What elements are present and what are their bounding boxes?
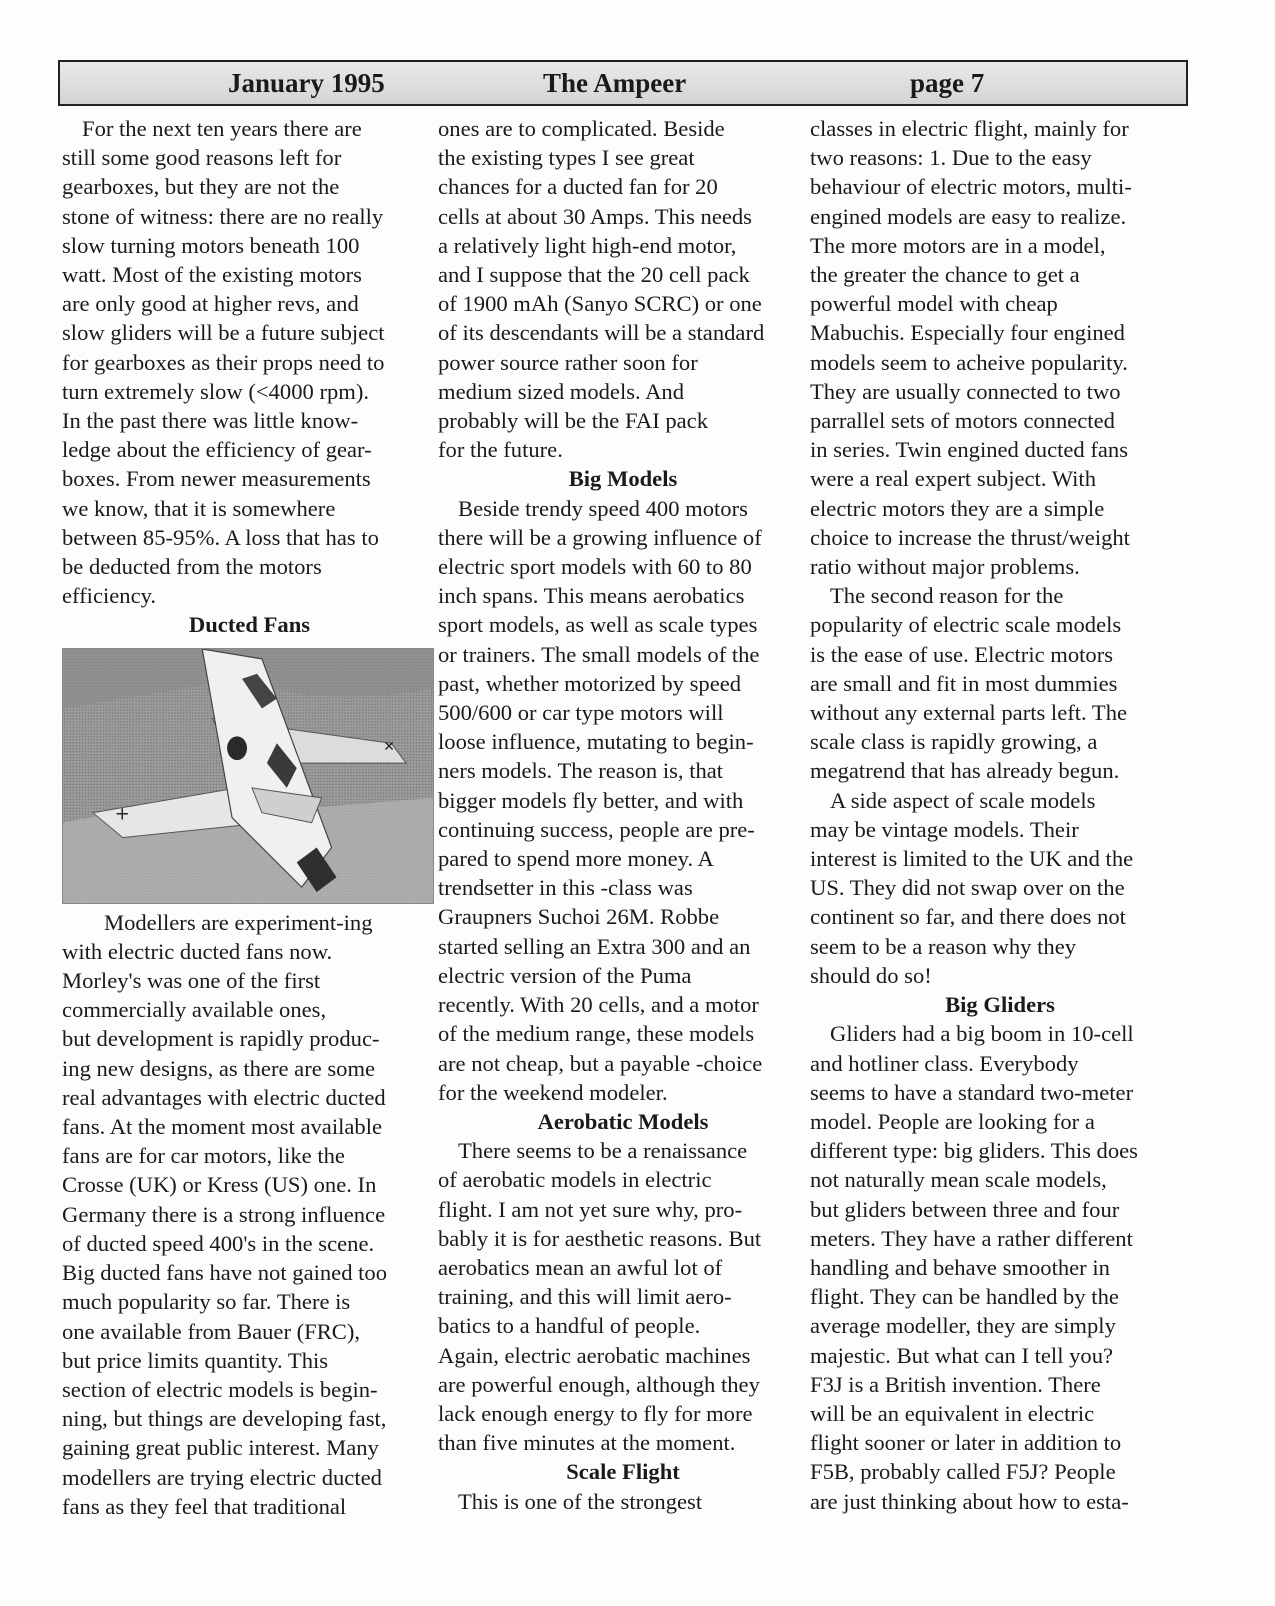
text-line: commercially available ones, [62, 997, 327, 1023]
heading-scale-flight: Scale Flight [566, 1459, 680, 1485]
text-line: of aerobatic models in electric [438, 1167, 712, 1193]
text-line: are not cheap, but a payable -choice [438, 1050, 763, 1076]
text-line: for gearboxes as their props need to [62, 349, 385, 375]
text-line: were a real expert subject. With [810, 466, 1096, 492]
text-line: boxes. From newer measurements [62, 466, 371, 492]
text-line: bigger models fly better, and with [438, 787, 744, 813]
text-line: flight sooner or later in addition to [810, 1430, 1122, 1456]
text-line: turn extremely slow (<4000 rpm). [62, 378, 370, 404]
text-line: engined models are easy to realize. [810, 203, 1127, 229]
text-line: will be an equivalent in electric [810, 1400, 1095, 1426]
text-line: continuing success, people are pre- [438, 816, 755, 842]
text-line: the existing types I see great [438, 145, 695, 171]
text-line: majestic. But what can I tell you? [810, 1342, 1114, 1368]
text-line: one available from Bauer (FRC), [62, 1318, 361, 1344]
text-line: handling and behave smoother in [810, 1254, 1110, 1280]
text-line: fans as they feel that traditional [62, 1493, 347, 1519]
text-line: Big ducted fans have not gained too [62, 1260, 388, 1286]
ducted-fan-model-photo [62, 648, 434, 904]
text-line: section of electric models is begin- [62, 1376, 378, 1402]
svg-text:✕: ✕ [383, 738, 395, 755]
text-line: flight. They can be handled by the [810, 1284, 1119, 1310]
text-line: are small and fit in most dummies [810, 670, 1118, 696]
text-line: still some good reasons left for [62, 145, 342, 171]
text-line: are only good at higher revs, and [62, 291, 359, 317]
text-line: are powerful enough, although they [438, 1371, 760, 1397]
text-line: Modellers are experiment-ing [104, 909, 373, 935]
text-line: bably it is for aesthetic reasons. But [438, 1225, 762, 1251]
text-line: slow turning motors beneath 100 [62, 232, 360, 258]
text-line: without any external parts left. The [810, 700, 1128, 726]
text-line: In the past there was little know- [62, 408, 359, 434]
text-line: Graupners Suchoi 26M. Robbe [438, 904, 720, 930]
text-line: Again, electric aerobatic machines [438, 1342, 751, 1368]
text-line: For the next ten years there are [82, 116, 362, 141]
text-line: cells at about 30 Amps. This needs [438, 203, 752, 229]
text-line: the greater the chance to get a [810, 262, 1080, 288]
text-line: average modeller, they are simply [810, 1313, 1116, 1339]
text-line: watt. Most of the existing motors [62, 262, 362, 288]
text-line: of 1900 mAh (Sanyo SCRC) or one [438, 291, 762, 317]
text-line: classes in electric flight, mainly for [810, 116, 1129, 141]
text-line: ners models. The reason is, that [438, 758, 724, 784]
text-line: modellers are trying electric ducted [62, 1464, 382, 1490]
paragraph-vintage-models [810, 786, 1190, 990]
page-header [58, 60, 1188, 106]
text-line: recently. With 20 cells, and a motor [438, 992, 759, 1018]
text-line: of ducted speed 400's in the scene. [62, 1230, 375, 1256]
paragraph-big-gliders [810, 1019, 1190, 1515]
text-line: choice to increase the thrust/weight [810, 524, 1130, 550]
text-line: medium sized models. And [438, 378, 684, 404]
text-line: real advantages with electric ducted [62, 1084, 386, 1110]
paragraph-gearboxes [62, 114, 437, 610]
text-line: meters. They have a rather different [810, 1225, 1133, 1251]
text-line: not naturally mean scale models, [810, 1167, 1107, 1193]
text-line: stone of witness: there are no really [62, 203, 384, 229]
text-line: flight. I am not yet sure why, pro- [438, 1196, 743, 1222]
text-line: seems to have a standard two-meter [810, 1079, 1134, 1105]
text-line: A side aspect of scale models [830, 787, 1096, 813]
paragraph-aerobatic-models [438, 1136, 808, 1457]
text-line: chances for a ducted fan for 20 [438, 174, 718, 200]
text-line: parrallel sets of motors connected [810, 408, 1115, 434]
text-line: for the weekend modeler. [438, 1079, 668, 1105]
text-line: The second reason for the [830, 583, 1064, 609]
text-line: ledge about the efficiency of gear- [62, 437, 372, 463]
newsletter-title: The Ampeer [543, 68, 687, 98]
text-line: but gliders between three and four [810, 1196, 1120, 1222]
column-1 [62, 114, 437, 1521]
text-line: but price limits quantity. This [62, 1347, 329, 1373]
text-line: are just thinking about how to esta- [810, 1488, 1129, 1514]
column-3 [810, 114, 1190, 1516]
text-line: fans. At the moment most available [62, 1114, 383, 1140]
heading-big-gliders: Big Gliders [945, 992, 1055, 1018]
text-line: 500/600 or car type motors will [438, 700, 724, 726]
text-line: model. People are looking for a [810, 1108, 1095, 1134]
text-line: The more motors are in a model, [810, 232, 1106, 258]
paragraph-ducted-fans-cont [438, 114, 808, 464]
text-line: a relatively light high-end motor, [438, 232, 737, 258]
text-line: sport models, as well as scale types [438, 612, 758, 638]
paragraph-big-models [438, 494, 808, 1107]
text-line: of its descendants will be a standard [438, 320, 765, 346]
text-line: gearboxes, but they are not the [62, 174, 340, 200]
heading-big-models: Big Models [568, 466, 678, 492]
text-line: Mabuchis. Especially four engined [810, 320, 1125, 346]
text-line: started selling an Extra 300 and an [438, 933, 751, 959]
text-line: F3J is a British invention. There [810, 1371, 1101, 1397]
text-line: in series. Twin engined ducted fans [810, 437, 1128, 463]
text-line: ning, but things are developing fast, [62, 1406, 387, 1432]
text-line: different type: big gliders. This does [810, 1138, 1138, 1164]
issue-date: January 1995 [228, 68, 385, 98]
heading-aerobatic-models: Aerobatic Models [537, 1108, 709, 1134]
text-line: behaviour of electric motors, multi- [810, 174, 1132, 200]
text-line: inch spans. This means aerobatics [438, 583, 745, 609]
text-line: for the future. [438, 437, 563, 463]
text-line: Beside trendy speed 400 motors [458, 495, 748, 521]
text-line: scale class is rapidly growing, a [810, 729, 1098, 755]
text-line: Gliders had a big boom in 10-cell [830, 1021, 1134, 1047]
text-line: two reasons: 1. Due to the easy [810, 145, 1092, 171]
text-line: but development is rapidly produc- [62, 1026, 380, 1052]
paragraph-scale-flight [438, 1487, 808, 1516]
text-line: batics to a handful of people. [438, 1313, 701, 1339]
text-line: There seems to be a renaissance [458, 1138, 748, 1164]
text-line: with electric ducted fans now. [62, 938, 333, 964]
text-line: loose influence, mutating to begin- [438, 729, 754, 755]
text-line: between 85-95%. A loss that has to [62, 524, 379, 550]
text-line: and hotliner class. Everybody [810, 1050, 1079, 1076]
paragraph-ease-of-use [810, 581, 1190, 785]
text-line: gaining great public interest. Many [62, 1435, 379, 1461]
text-line: than five minutes at the moment. [438, 1430, 736, 1456]
text-line: They are usually connected to two [810, 378, 1121, 404]
text-line: lack enough energy to fly for more [438, 1400, 753, 1426]
text-line: This is one of the strongest [458, 1488, 703, 1514]
text-line: is the ease of use. Electric motors [810, 641, 1114, 667]
text-line: powerful model with cheap [810, 291, 1058, 317]
paragraph-ducted-fans [62, 908, 437, 1521]
text-line: ing new designs, as there are some [62, 1055, 376, 1081]
text-line: US. They did not swap over on the [810, 875, 1125, 901]
text-line: Germany there is a strong influence [62, 1201, 386, 1227]
text-line: much popularity so far. There is [62, 1289, 351, 1315]
text-line: electric sport models with 60 to 80 [438, 554, 752, 580]
column-2 [438, 114, 808, 1516]
page-number: page 7 [910, 68, 985, 98]
text-line: Morley's was one of the first [62, 968, 321, 994]
svg-text:+: + [114, 803, 130, 825]
text-line: there will be a growing influence of [438, 524, 762, 550]
text-line: training, and this will limit aero- [438, 1284, 732, 1310]
text-line: seem to be a reason why they [810, 933, 1077, 959]
heading-ducted-fans: Ducted Fans [188, 612, 311, 638]
text-line: efficiency. [62, 583, 157, 609]
text-line: interest is limited to the UK and the [810, 846, 1134, 872]
paragraph-scale-reasons [810, 114, 1190, 581]
text-line: continent so far, and there does not [810, 904, 1126, 930]
text-line: electric version of the Puma [438, 962, 692, 988]
text-line: ratio without major problems. [810, 554, 1080, 580]
text-line: we know, that it is somewhere [62, 495, 336, 521]
text-line: pared to spend more money. A [438, 846, 714, 872]
text-line: fans are for car motors, like the [62, 1143, 345, 1169]
text-line: probably will be the FAI pack [438, 408, 709, 434]
text-line: slow gliders will be a future subject [62, 320, 385, 346]
text-line: and I suppose that the 20 cell pack [438, 262, 750, 288]
text-line: models seem to acheive popularity. [810, 349, 1128, 375]
text-line: F5B, probably called F5J? People [810, 1459, 1116, 1485]
text-line: past, whether motorized by speed [438, 670, 742, 696]
text-line: ones are to complicated. Beside [438, 116, 725, 141]
text-line: Crosse (UK) or Kress (US) one. In [62, 1172, 377, 1198]
text-line: megatrend that has already begun. [810, 758, 1120, 784]
text-line: be deducted from the motors [62, 554, 322, 580]
text-line: aerobatics mean an awful lot of [438, 1254, 723, 1280]
text-line: of the medium range, these models [438, 1021, 755, 1047]
text-line: should do so! [810, 962, 932, 988]
text-line: electric motors they are a simple [810, 495, 1105, 521]
text-line: power source rather soon for [438, 349, 698, 375]
text-line: trendsetter in this -class was [438, 875, 693, 901]
text-line: or trainers. The small models of the [438, 641, 760, 667]
text-line: may be vintage models. Their [810, 816, 1079, 842]
text-line: popularity of electric scale models [810, 612, 1122, 638]
